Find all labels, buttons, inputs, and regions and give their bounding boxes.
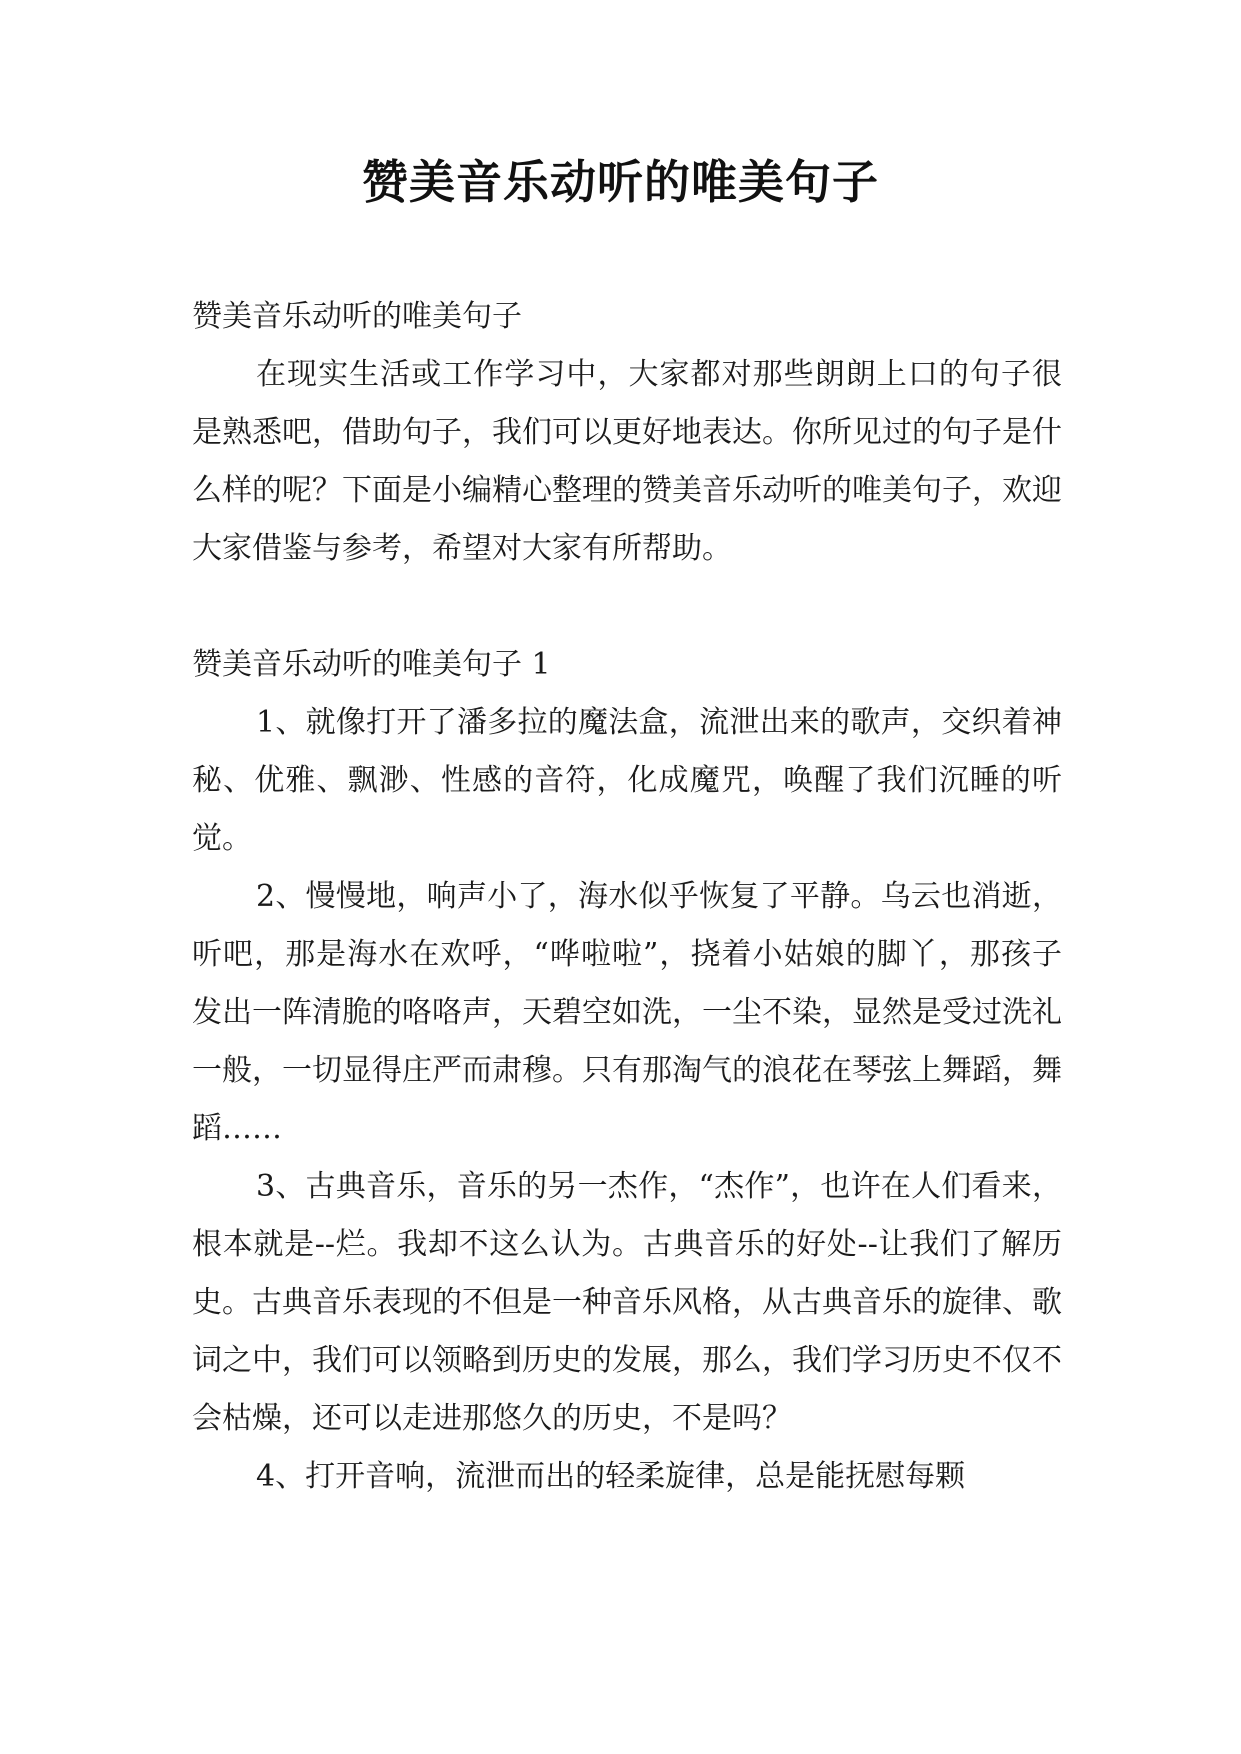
- list-item: 1、就像打开了潘多拉的魔法盒，流泄出来的歌声，交织着神秘、优雅、飘渺、性感的音符，化成魔咒，唤醒了我们沉睡的听觉。: [192, 705, 1062, 856]
- intro-paragraph: 在现实生活或工作学习中，大家都对那些朗朗上口的句子很是熟悉吧，借助句子，我们可以更好地表达。你所见过的句子是什么样的呢？下面是小编精心整理的赞美音乐动听的唯美句子，欢迎大家借鉴与参考，希望对大家有所帮助。: [192, 357, 1062, 566]
- list-item: 4、打开音响，流泄而出的轻柔旋律，总是能抚慰每颗: [256, 1459, 966, 1494]
- section-heading: 赞美音乐动听的唯美句子 1: [192, 647, 551, 682]
- document-title: 赞美音乐动听的唯美句子: [362, 155, 879, 209]
- document-body: [192, 288, 1062, 1506]
- list-item: 2、慢慢地，响声小了，海水似乎恢复了平静。乌云也消逝，听吧，那是海水在欢呼，“哗啦啦”，挠着小姑娘的脚丫，那孩子发出一阵清脆的咯咯声，天碧空如洗，一尘不染，显然是受过洗礼一般，一切显得庄严而肃穆。只有那淘气的浪花在琴弦上舞蹈，舞蹈……: [192, 879, 1062, 1146]
- paragraph-spacer: [192, 578, 1062, 636]
- list-item: 3、古典音乐，音乐的另一杰作，“杰作”，也许在人们看来，根本就是--烂。我却不这么认为。古典音乐的好处--让我们了解历史。古典音乐表现的不但是一种音乐风格，从古典音乐的旋律、歌词之中，我们可以领略到历史的发展，那么，我们学习历史不仅不会枯燥，还可以走进那悠久的历史，不是吗？: [192, 1169, 1062, 1436]
- document-subtitle: 赞美音乐动听的唯美句子: [192, 299, 522, 334]
